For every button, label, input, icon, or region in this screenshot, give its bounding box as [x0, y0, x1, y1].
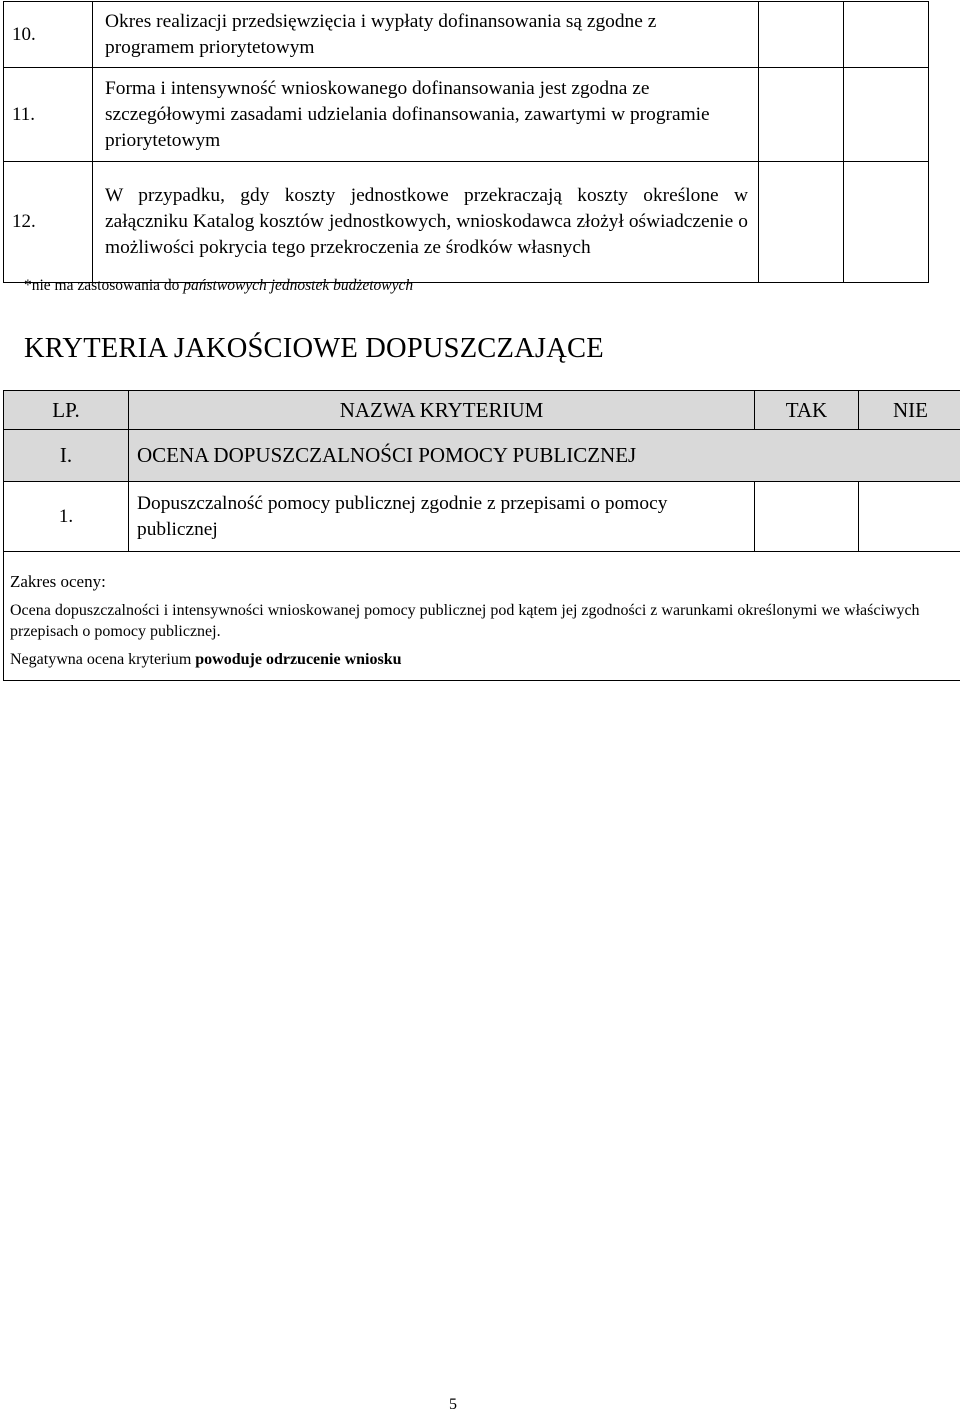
group-row — [4, 430, 960, 482]
group-number: I. — [4, 430, 129, 482]
criterion-number: 10. — [4, 2, 93, 68]
criterion-number: 12. — [4, 162, 93, 283]
footnote — [24, 277, 413, 295]
item-text: Dopuszczalność pomocy publicznej zgodnie z przepisami o pomocy publicznej — [129, 482, 755, 552]
criterion-text: Okres realizacji przedsięwzięcia i wypłaty dofinansowania są zgodne z programem priorytetowym — [93, 2, 759, 68]
criterion-nie-cell[interactable] — [844, 2, 929, 68]
header-lp: LP. — [4, 391, 129, 430]
scope-description: Ocena dopuszczalności i intensywności wnioskowanej pomocy publicznej pod kątem jej zgodności z warunkami określonymi we właściwych przepisach o pomocy publicznej. — [10, 602, 920, 640]
footnote-prefix: *nie ma zastosowania do — [24, 277, 184, 294]
group-title: OCENA DOPUSZCZALNOŚCI POMOCY PUBLICZNEJ — [129, 430, 960, 482]
page-number: 5 — [449, 1396, 457, 1413]
section-heading: KRYTERIA JAKOŚCIOWE DOPUSZCZAJĄCE — [24, 333, 604, 364]
negative-bold: powoduje odrzucenie wniosku — [195, 651, 402, 668]
criterion-item-row — [4, 482, 960, 552]
top-criteria-table — [3, 1, 929, 283]
item-tak-cell[interactable] — [755, 482, 859, 552]
criterion-tak-cell[interactable] — [759, 68, 844, 162]
criterion-number: 11. — [4, 68, 93, 162]
header-tak: TAK — [755, 391, 859, 430]
criterion-tak-cell[interactable] — [759, 2, 844, 68]
criterion-tak-cell[interactable] — [759, 162, 844, 283]
scope-negative-note — [10, 651, 956, 669]
criterion-text: W przypadku, gdy koszty jednostkowe przekraczają koszty określone w załączniku Katalog kosztów jednostkowych, wnioskodawca złożył oświadczenie o możliwości pokrycia tego przekroczenia ze środków własnych — [93, 162, 759, 283]
footnote-italic: państwowych jednostek budżetowych — [183, 277, 414, 294]
table-header-row — [4, 391, 960, 430]
criterion-nie-cell[interactable] — [844, 162, 929, 283]
header-name: NAZWA KRYTERIUM — [129, 391, 755, 430]
quality-criteria-table — [3, 390, 960, 681]
item-nie-cell[interactable] — [859, 482, 960, 552]
scope-cell — [4, 552, 960, 681]
criterion-nie-cell[interactable] — [844, 68, 929, 162]
criterion-text: Forma i intensywność wnioskowanego dofinansowania jest zgodna ze szczegółowymi zasadami udzielania dofinansowania, zawartymi w programie priorytetowym — [93, 68, 759, 162]
criterion-row-12 — [4, 162, 929, 283]
header-nie: NIE — [859, 391, 960, 430]
scope-title: Zakres oceny: — [10, 572, 106, 591]
scope-row — [4, 552, 960, 681]
criterion-row-11 — [4, 68, 929, 162]
item-number: 1. — [4, 482, 129, 552]
negative-prefix: Negatywna ocena kryterium — [10, 651, 196, 668]
criterion-row-10 — [4, 2, 929, 68]
